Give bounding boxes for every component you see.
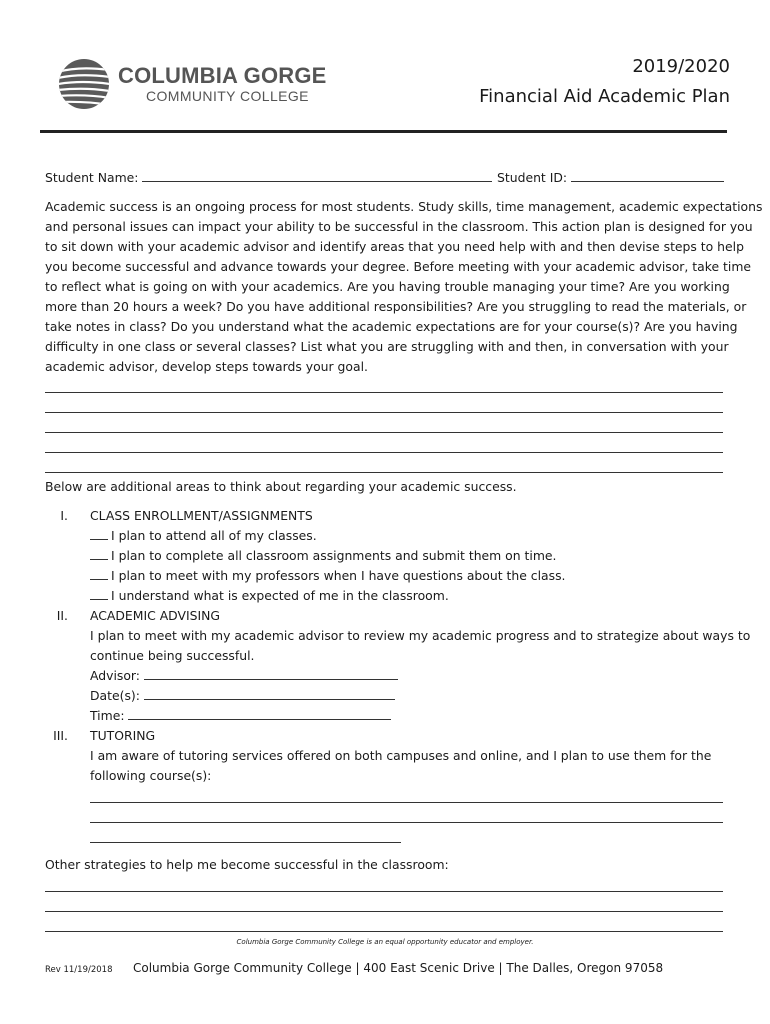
student-name-label: Student Name:: [45, 170, 139, 185]
strategy-line[interactable]: [45, 910, 723, 912]
intro-line: and personal issues can impact your ability to be successful in the classroom. This action plan is designed for you: [45, 219, 753, 234]
strategy-line[interactable]: [45, 890, 723, 892]
checklist-item-text: I understand what is expected of me in the classroom.: [111, 588, 449, 603]
check-blank[interactable]: [90, 587, 108, 600]
tutoring-text: I am aware of tutoring services offered on both campuses and online, and I plan to use them for the: [90, 748, 712, 763]
document-title: Financial Aid Academic Plan: [479, 86, 730, 107]
student-id-row: [497, 168, 724, 188]
other-strategies-label: Other strategies to help me become successful in the classroom:: [45, 857, 449, 872]
intro-line: academic advisor, develop steps towards your goal.: [45, 359, 368, 374]
response-line[interactable]: [45, 391, 723, 393]
checklist-item: [90, 586, 449, 606]
check-blank[interactable]: [90, 567, 108, 580]
section-numeral: I.: [60, 508, 68, 523]
advising-text: I plan to meet with my academic advisor to review my academic progress and to strategize about ways to: [90, 628, 751, 643]
intro-line: to reflect what is going on with your academics. Are you having trouble managing your time? Are you working: [45, 279, 730, 294]
dates-row: [90, 686, 395, 706]
dates-field[interactable]: [144, 687, 395, 700]
check-blank[interactable]: [90, 527, 108, 540]
advisor-field[interactable]: [144, 667, 398, 680]
section-numeral: III.: [53, 728, 68, 743]
student-id-label: Student ID:: [497, 170, 568, 185]
section-heading-enrollment: CLASS ENROLLMENT/ASSIGNMENTS: [90, 508, 313, 523]
checklist-item-text: I plan to attend all of my classes.: [111, 528, 317, 543]
checklist-item-text: I plan to complete all classroom assignments and submit them on time.: [111, 548, 557, 563]
student-name-field[interactable]: [142, 169, 492, 182]
course-line[interactable]: [90, 821, 723, 823]
equal-opportunity-note: Columbia Gorge Community College is an equal opportunity educator and employer.: [236, 938, 534, 946]
time-field[interactable]: [128, 707, 391, 720]
areas-intro-text: Below are additional areas to think about regarding your academic success.: [45, 479, 517, 494]
advising-text: continue being successful.: [90, 648, 255, 663]
header-divider: [40, 130, 727, 133]
checklist-item: [90, 566, 566, 586]
course-line[interactable]: [90, 801, 723, 803]
tutoring-text: following course(s):: [90, 768, 212, 783]
logo-college-name: COLUMBIA GORGE: [118, 63, 327, 88]
revision-date: Rev 11/19/2018: [45, 965, 113, 975]
strategy-line[interactable]: [45, 930, 723, 932]
student-name-row: [45, 168, 492, 188]
intro-line: to sit down with your academic advisor and identify areas that you need help with and then devise steps to help: [45, 239, 744, 254]
section-numeral: II.: [56, 608, 68, 623]
college-address: Columbia Gorge Community College | 400 East Scenic Drive | The Dalles, Oregon 97058: [133, 961, 664, 975]
intro-line: you become successful and advance towards your degree. Before meeting with your academic advisor, take time: [45, 259, 752, 274]
document-year: 2019/2020: [632, 56, 730, 77]
response-line[interactable]: [45, 411, 723, 413]
time-label: Time:: [90, 708, 125, 723]
intro-line: difficulty in one class or several classes? List what you are struggling with and then, in conversation with your: [45, 339, 729, 354]
dates-label: Date(s):: [90, 688, 140, 703]
advisor-label: Advisor:: [90, 668, 140, 683]
response-line[interactable]: [45, 431, 723, 433]
section-heading-advising: ACADEMIC ADVISING: [90, 608, 221, 623]
college-logo-icon: [58, 58, 110, 110]
advisor-row: [90, 666, 398, 686]
response-line[interactable]: [45, 451, 723, 453]
response-line[interactable]: [45, 471, 723, 473]
check-blank[interactable]: [90, 547, 108, 560]
logo-college-subtitle: COMMUNITY COLLEGE: [146, 88, 309, 104]
intro-line: more than 20 hours a week? Do you have additional responsibilities? Are you struggling to read the materials, or: [45, 299, 747, 314]
intro-paragraph: [45, 197, 763, 377]
checklist-item-text: I plan to meet with my professors when I have questions about the class.: [111, 568, 566, 583]
intro-line: take notes in class? Do you understand what the academic expectations are for your course(s)? Are you having: [45, 319, 738, 334]
checklist-item: [90, 546, 557, 566]
time-row: [90, 706, 391, 726]
section-heading-tutoring: TUTORING: [90, 728, 156, 743]
student-id-field[interactable]: [571, 169, 724, 182]
course-line[interactable]: [90, 841, 401, 843]
intro-line: Academic success is an ongoing process for most students. Study skills, time management, academic expectations: [45, 199, 763, 214]
checklist-item: [90, 526, 317, 546]
